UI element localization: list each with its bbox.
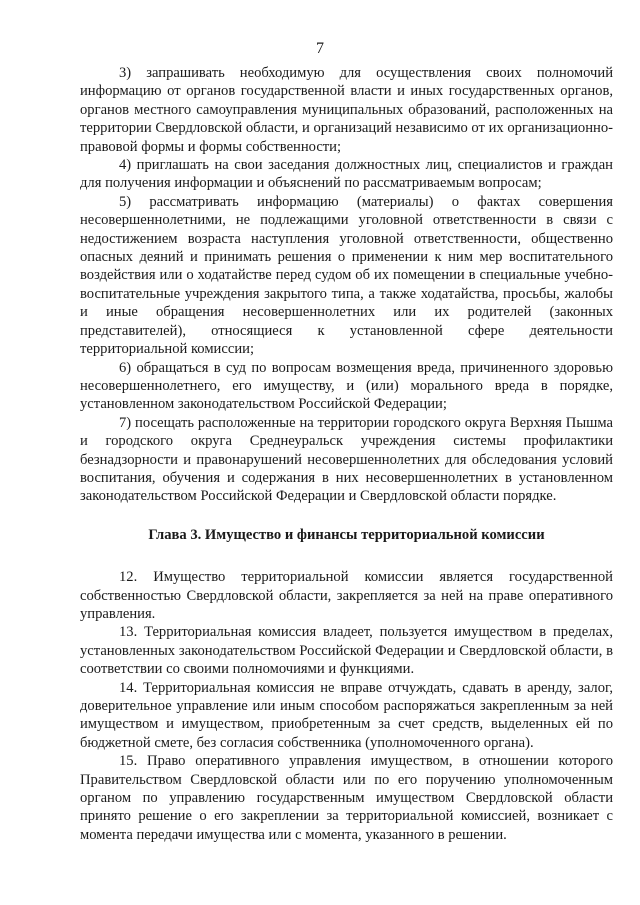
item-6: 6) обращаться в суд по вопросам возмещения вреда, причиненного здоровью несовершеннолетнего, его имуществу, и (или) морального вреда в порядке, установленном законодательством Российской Федерации; [80, 359, 613, 413]
item-4: 4) приглашать на свои заседания должностных лиц, специалистов и граждан для получения информации и объяснений по рассматриваемым вопросам; [80, 157, 613, 192]
item-7: 7) посещать расположенные на территории городского округа Верхняя Пышма и городского округа Среднеуральск учреждения системы профилактики безнадзорности и правонарушений несовершеннолетних для обследования условий воспитания, обучения и содержания в них несовершеннолетних в установленном законодательством Российской Федерации и Свердловской области порядке. [80, 414, 613, 505]
item-5: 5) рассматривать информацию (материалы) о фактах совершения несовершеннолетними, не подлежащими уголовной ответственности в связи с недостижением возраста наступления уголовной ответственности, общественно опасных деяний и принимать решения о применении к ним мер воспитательного воздействия или о ходатайстве перед судом об их помещении в специальные учебно-воспитательные учреждения закрытого типа, а также ходатайства, просьбы, жалобы и иные обращения несовершеннолетних или их родителей (законных представителей), относящиеся к установленной сфере деятельности территориальной комиссии; [80, 193, 613, 358]
item-3: 3) запрашивать необходимую для осуществления своих полномочий информацию от органов государственной власти и иных государственных органов, органов местного самоуправления муниципальных образований, расположенных на территории Свердловской области, и организаций независимо от их организационно-правовой формы и формы собственности; [80, 65, 613, 155]
clause-14: 14. Территориальная комиссия не вправе отчуждать, сдавать в аренду, залог, доверительное управление или иным способом распоряжаться закрепленным за ней имуществом и имуществом, приобретенным за счет средств, выделенных ей по бюджетной смете, без согласия собственника (уполномоченного органа). [80, 679, 613, 751]
page-content [80, 64, 613, 844]
clause-13: 13. Территориальная комиссия владеет, пользуется имуществом в пределах, установленных законодательством Российской Федерации и Свердловской области, в соответствии со своими полномочиями и функциями. [80, 624, 613, 678]
chapter-title: Глава 3. Имущество и финансы территориальной комиссии [148, 526, 545, 543]
clause-15: 15. Право оперативного управления имуществом, в отношении которого Правительством Свердловской области или по его поручению уполномоченным органом по управлению государственным имуществом Свердловской области принято решение о его закреплении за территориальной комиссией, возникает с момента передачи имущества или с момента, указанного в решении. [80, 753, 613, 843]
page-number: 7 [316, 40, 324, 57]
clause-12: 12. Имущество территориальной комиссии является государственной собственностью Свердловской области, закрепляется за ней на праве оперативного управления. [80, 569, 613, 622]
